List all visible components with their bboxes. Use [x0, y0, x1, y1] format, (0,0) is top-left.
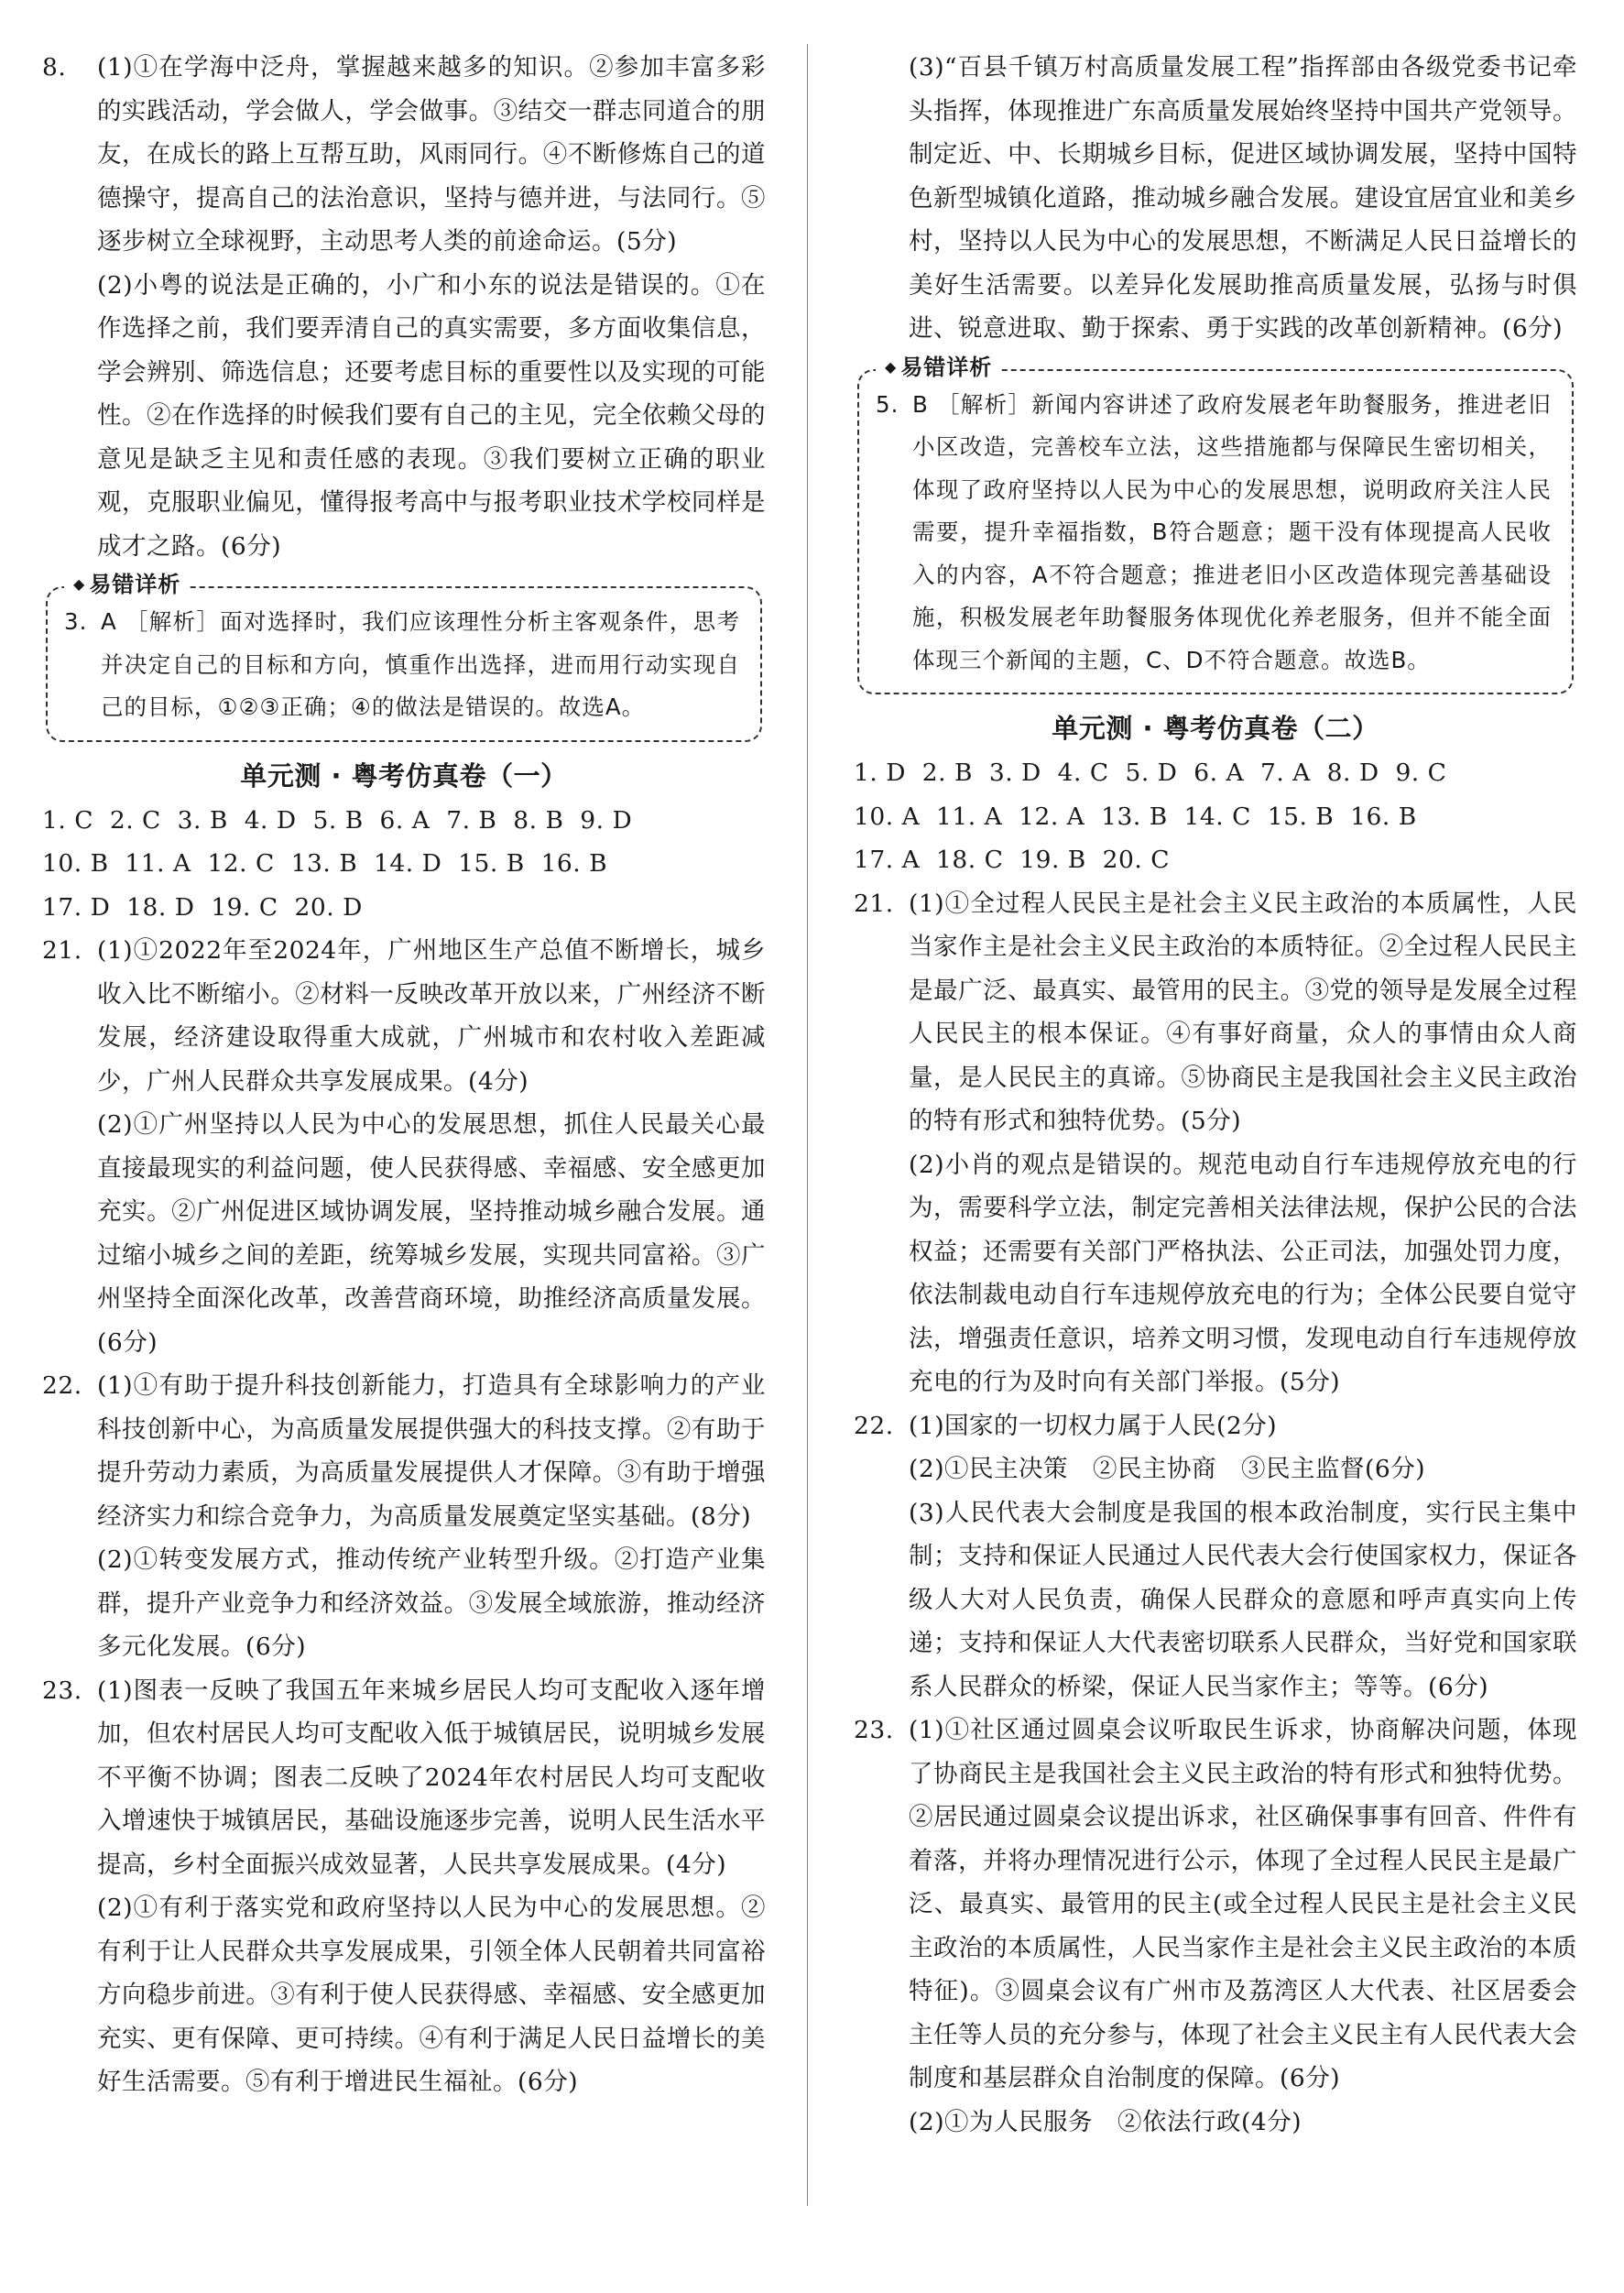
analysis-text: B ［解析］新闻内容讲述了政府发展老年助餐服务，推进老旧小区改造，完善校车立法，这些措施都与保障民生密切相关，体现了政府坚持以人民为中心的发展思想，说明政府关注人民需要，提升幸福指数，B符合题意；题干没有体现提高人民收入的内容，A不符合题意；推进老旧小区改造体现完善基础设施，积极发展老年助餐服务体现优化养老服务，但并不能全面体现三个新闻的主题，C、D不符合题意。故选B。	[912, 390, 1552, 673]
question-number: 21.	[854, 889, 894, 918]
answer-paragraph: (2)①有利于落实党和政府坚持以人民为中心的发展思想。②有利于让人民群众共享发展成果，引领全体人民朝着共同富裕方向稳步前进。③有利于使人民获得感、幸福感、安全感更加充实、更有保障、更可持续。④有利于满足人民日益增长的美好生活需要。⑤有利于增进民生福祉。(6分)	[97, 1894, 766, 2096]
question-22	[42, 1364, 766, 1669]
answer-paragraph: (2)①广州坚持以人民为中心的发展思想，抓住人民最关心最直接最现实的利益问题，使人民获得感、幸福感、安全感更加充实。②广州促进区域协调发展，坚持推动城乡融合发展。通过缩小城乡之间的差距，统筹城乡发展，实现共同富裕。③广州坚持全面深化改革，改善营商环境，助推经济高质量发展。(6分)	[97, 1110, 766, 1357]
analysis-text: A ［解析］面对选择时，我们应该理性分析主客观条件，思考并决定自己的目标和方向，慎重作出选择，进而用行动实现自己的目标，①②③正确；④的做法是错误的。故选A。	[101, 608, 740, 720]
column-divider	[807, 44, 808, 2206]
right-column	[854, 46, 1577, 2144]
question-number: 22.	[42, 1371, 82, 1400]
mc-answer-line: 1. D 2. B 3. D 4. C 5. D 6. A 7. A 8. D 9. C	[854, 759, 1447, 787]
question-23	[42, 1669, 766, 2104]
left-column	[42, 46, 766, 2104]
bullet-icon: ◆	[73, 575, 86, 593]
answer-paragraph: (3)人民代表大会制度是我国的根本政治制度，实行民主集中制；支持和保证人民通过人民代表大会行使国家权力，保证各级人大对人民负责，确保人民群众的意愿和呼声真实向上传递；支持和保证人大代表密切联系人民群众，当好党和国家联系人民群众的桥梁，保证人民当家作主；等等。(6分)	[909, 1498, 1577, 1701]
question-number: 21.	[42, 936, 82, 965]
answer-paragraph: (1)①社区通过圆桌会议听取民生诉求，协商解决问题，体现了协商民主是我国社会主义民主政治的特有形式和独特优势。②居民通过圆桌会议提出诉求，社区确保事事有回音、件件有着落，并将办理情况进行公示，体现了全过程人民民主是最广泛、最真实、最管用的民主(或全过程人民民主是社会主义民主政治的本质属性，人民当家作主是社会主义民主政治的本质特征)。③圆桌会议有广州市及荔湾区人大代表、社区居委会主任等人员的充分参与，体现了社会主义民主有人民代表大会制度和基层群众自治制度的保障。(6分)	[909, 1716, 1577, 2092]
question-number: 3.	[64, 608, 88, 635]
answer-continuation	[854, 46, 1577, 351]
mc-answer-line: 17. A 18. C 19. B 20. C	[854, 846, 1170, 874]
question-number: 23.	[854, 1716, 894, 1744]
question-23	[854, 1709, 1577, 2144]
question-number: 5.	[876, 390, 899, 418]
question-21	[854, 882, 1577, 1404]
mc-answer-line: 1. C 2. C 3. B 4. D 5. B 6. A 7. B 8. B 9. D	[42, 805, 633, 835]
section-title: 单元测 · 粤考仿真卷（二）	[1052, 713, 1379, 744]
error-analysis-box	[857, 354, 1574, 695]
box-title	[876, 353, 1001, 385]
answer-paragraph: (2)①为人民服务 ②依法行政(4分)	[909, 2107, 1302, 2136]
bullet-icon: ◆	[885, 357, 898, 376]
mc-answer-line: 10. A 11. A 12. A 13. B 14. C 15. B 16. B	[854, 802, 1417, 831]
answer-paragraph: (1)①全过程人民民主是社会主义民主政治的本质属性，人民当家作主是社会主义民主政治的本质特征。②全过程人民民主是最广泛、最真实、最管用的民主。③党的领导是发展全过程人民民主的根本保证。④有事好商量，众人的事情由众人商量，是人民民主的真谛。⑤协商民主是我国社会主义民主政治的特有形式和独特优势。(5分)	[909, 889, 1577, 1135]
box-title	[64, 570, 190, 602]
box-title-text: 易错详析	[900, 354, 993, 380]
question-number: 23.	[42, 1676, 82, 1705]
question-8	[42, 46, 766, 568]
answer-paragraph: (2)①民主决策 ②民主协商 ③民主监督(6分)	[909, 1455, 1426, 1483]
section-title: 单元测 · 粤考仿真卷（一）	[240, 759, 568, 792]
mc-answer-line: 10. B 11. A 12. C 13. B 14. D 15. B 16. B	[42, 849, 608, 878]
answer-paragraph: (1)①有助于提升科技创新能力，打造具有全球影响力的产业科技创新中心，为高质量发展提供强大的科技支撑。②有助于提升劳动力素质，为高质量发展提供人才保障。③有助于增强经济实力和综合竞争力，为高质量发展奠定坚实基础。(8分)	[97, 1371, 766, 1531]
answer-paragraph: (1)①2022年至2024年，广州地区生产总值不断增长，城乡收入比不断缩小。②材料一反映改革开放以来，广州经济不断发展，经济建设取得重大成就，广州城市和农村收入差距减少，广州人民群众共享发展成果。(4分)	[97, 936, 766, 1096]
answer-paragraph: (1)国家的一切权力属于人民(2分)	[909, 1411, 1278, 1440]
box-title-text: 易错详析	[89, 572, 181, 597]
answer-paragraph: (1)①在学海中泛舟，掌握越来越多的知识。②参加丰富多彩的实践活动，学会做人，学会做事。③结交一群志同道合的朋友，在成长的路上互帮互助，风雨同行。④不断修炼自己的道德操守，提高自己的法治意识，坚持与德并进，与法同行。⑤逐步树立全球视野，主动思考人类的前途命运。(5分)	[97, 53, 766, 256]
question-22	[854, 1404, 1577, 1709]
mc-answer-line: 17. D 18. D 19. C 20. D	[42, 892, 363, 922]
question-number: 22.	[854, 1411, 894, 1440]
question-21	[42, 929, 766, 1364]
question-number: 8.	[42, 53, 67, 82]
answer-paragraph: (2)小粤的说法是正确的，小广和小东的说法是错误的。①在作选择之前，我们要弄清自己的真实需要，多方面收集信息，学会辨别、筛选信息；还要考虑目标的重要性以及实现的可能性。②在作选择的时候我们要有自己的主见，完全依赖父母的意见是缺乏主见和责任感的表现。③我们要树立正确的职业观，克服职业偏见，懂得报考高中与报考职业技术学校同样是成才之路。(6分)	[97, 270, 766, 561]
answer-paragraph: (1)图表一反映了我国五年来城乡居民人均可支配收入逐年增加，但农村居民人均可支配收入低于城镇居民，说明城乡发展不平衡不协调；图表二反映了2024年农村居民人均可支配收入增速快于城镇居民，基础设施逐步完善，说明人民生活水平提高，乡村全面振兴成效显著，人民共享发展成果。(4分)	[97, 1676, 766, 1879]
answer-paragraph: (2)小肖的观点是错误的。规范电动自行车违规停放充电的行为，需要科学立法，制定完善相关法律法规，保护公民的合法权益；还需要有关部门严格执法、公正司法，加强处罚力度，依法制裁电动自行车违规停放充电的行为；全体公民要自觉守法，增强责任意识，培养文明习惯，发现电动自行车违规停放充电的行为及时向有关部门举报。(5分)	[909, 1150, 1577, 1396]
error-analysis-box	[46, 572, 762, 742]
answer-paragraph: (2)①转变发展方式，推动传统产业转型升级。②打造产业集群，提升产业竞争力和经济效益。③发展全域旅游，推动经济多元化发展。(6分)	[97, 1545, 766, 1661]
answer-paragraph: (3)“百县千镇万村高质量发展工程”指挥部由各级党委书记牵头指挥，体现推进广东高质量发展始终坚持中国共产党领导。制定近、中、长期城乡目标，促进区域协调发展，坚持中国特色新型城镇化道路，推动城乡融合发展。建设宜居宜业和美乡村，坚持以人民为中心的发展思想，不断满足人民日益增长的美好生活需要。以差异化发展助推高质量发展，弘扬与时俱进、锐意进取、勤于探索、勇于实践的改革创新精神。(6分)	[909, 53, 1577, 343]
